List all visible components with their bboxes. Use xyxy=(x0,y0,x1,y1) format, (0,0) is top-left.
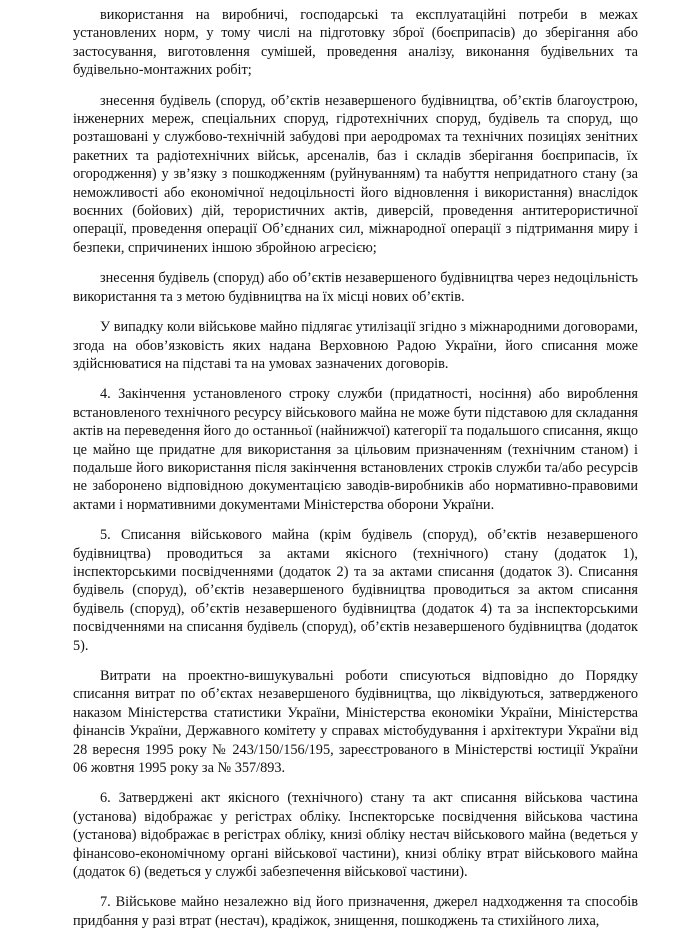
paragraph-item-6: 6. Затверджені акт якісного (технічного) стану та акт списання військова частина (установа) відображає у регістрах обліку. Інспекторське посвідчення військова частина (установа) відображає в регістрах обліку, книзі обліку нестач військового майна (ведеться у фінансово-економічному органі військової частини), книзі обліку втрат військового майна (додаток 6) (ведеться у службі забезпечення військової частини). xyxy=(73,790,638,881)
paragraph-item-7: 7. Військове майно незалежно від його призначення, джерел надходження та способів придбання у разі втрат (нестач), крадіжок, знищення, пошкоджень та стихійного лиха, xyxy=(73,894,638,929)
paragraph-item-5: 5. Списання військового майна (крім будівель (споруд), об’єктів незавершеного будівництва) проводиться за актами якісного (технічного) стану (додаток 1), інспекторськими посвідченнями (додаток 2) та за актами списання (додаток 3). Списання будівель (споруд), об’єктів незавершеного будівництва проводиться за актом списання будівель (споруд), об’єктів незавершеного будівництва (додаток 4) та за інспекторськими посвідченнями на списання будівель (споруд), об’єктів незавершеного будівництва (додаток 5). xyxy=(73,527,638,654)
paragraph-demolition-inexpedient: знесення будівель (споруд) або об’єктів незавершеного будівництва через недоцільність використання та з метою будівництва на їх місці нових об’єктів. xyxy=(73,270,638,305)
paragraph-demolition-war-damage: знесення будівель (споруд, об’єктів незавершеного будівництва, об’єктів благоустрою, інженерних мереж, спеціальних споруд, гідротехнічних споруд, будівель та споруд, що розташовані у службово-технічній забудові при аеродромах та технічних позиціях зенітних ракетних та радіотехнічних військ, арсеналів, баз і складів зберігання боєприпасів, їх огородження) у зв’язку з пошкодженням (руйнуванням) та набуття непридатного стану (за неможливості або економічної недоцільності його відновлення і використання) внаслідок воєнних (бойових) дій, терористичних актів, диверсій, проведення антитерористичної операції, проведення операції Об’єднаних сил, міжнародної операції з підтримання миру і безпеки, спричинених іншою збройною агресією; xyxy=(73,92,638,256)
paragraph-item-4: 4. Закінчення установленого строку служби (придатності, носіння) або вироблення встановленого технічного ресурсу військового майна не може бути підставою для складання актів на переведення його до останньої (найнижчої) категорії та подальшого списання, якщо це майно ще придатне для використання за цільовим призначенням (технічним станом) і подальше його використання після закінчення встановлених строків служби та/або ресурсів не заборонено відповідною документацією заводів-виробників або нормативно-правовими актами і нормативними документами Міністерства оборони України. xyxy=(73,386,639,513)
paragraph-international-utilization: У випадку коли військове майно підлягає утилізації згідно з міжнародними договорами, згода на обов’язковість яких надана Верховною Радою України, його списання може здійснюватися на підставі та на умовах зазначених договорів. xyxy=(73,319,638,372)
paragraph-design-costs: Витрати на проектно-вишукувальні роботи списуються відповідно до Порядку списання витрат по об’єктах незавершеного будівництва, що ліквідуються, затвердженого наказом Міністерства статистики України, Міністерства економіки України, Міністерства фінансів України, Державного комітету у справах містобудування і архітектури України від 28 вересня 1995 року № 243/150/156/195, зареєстрованого в Міністерстві юстиції України 06 жовтня 1995 року за № 357/893. xyxy=(73,668,638,777)
paragraph-production-use: використання на виробничі, господарські та експлуатаційні потреби в межах установлених норм, у тому числі на підготовку зброї (боєприпасів) до зберігання або застосування, виготовлення сумішей, проведення аналізу, виконання будівельних та будівельно-монтажних робіт; xyxy=(73,7,638,79)
